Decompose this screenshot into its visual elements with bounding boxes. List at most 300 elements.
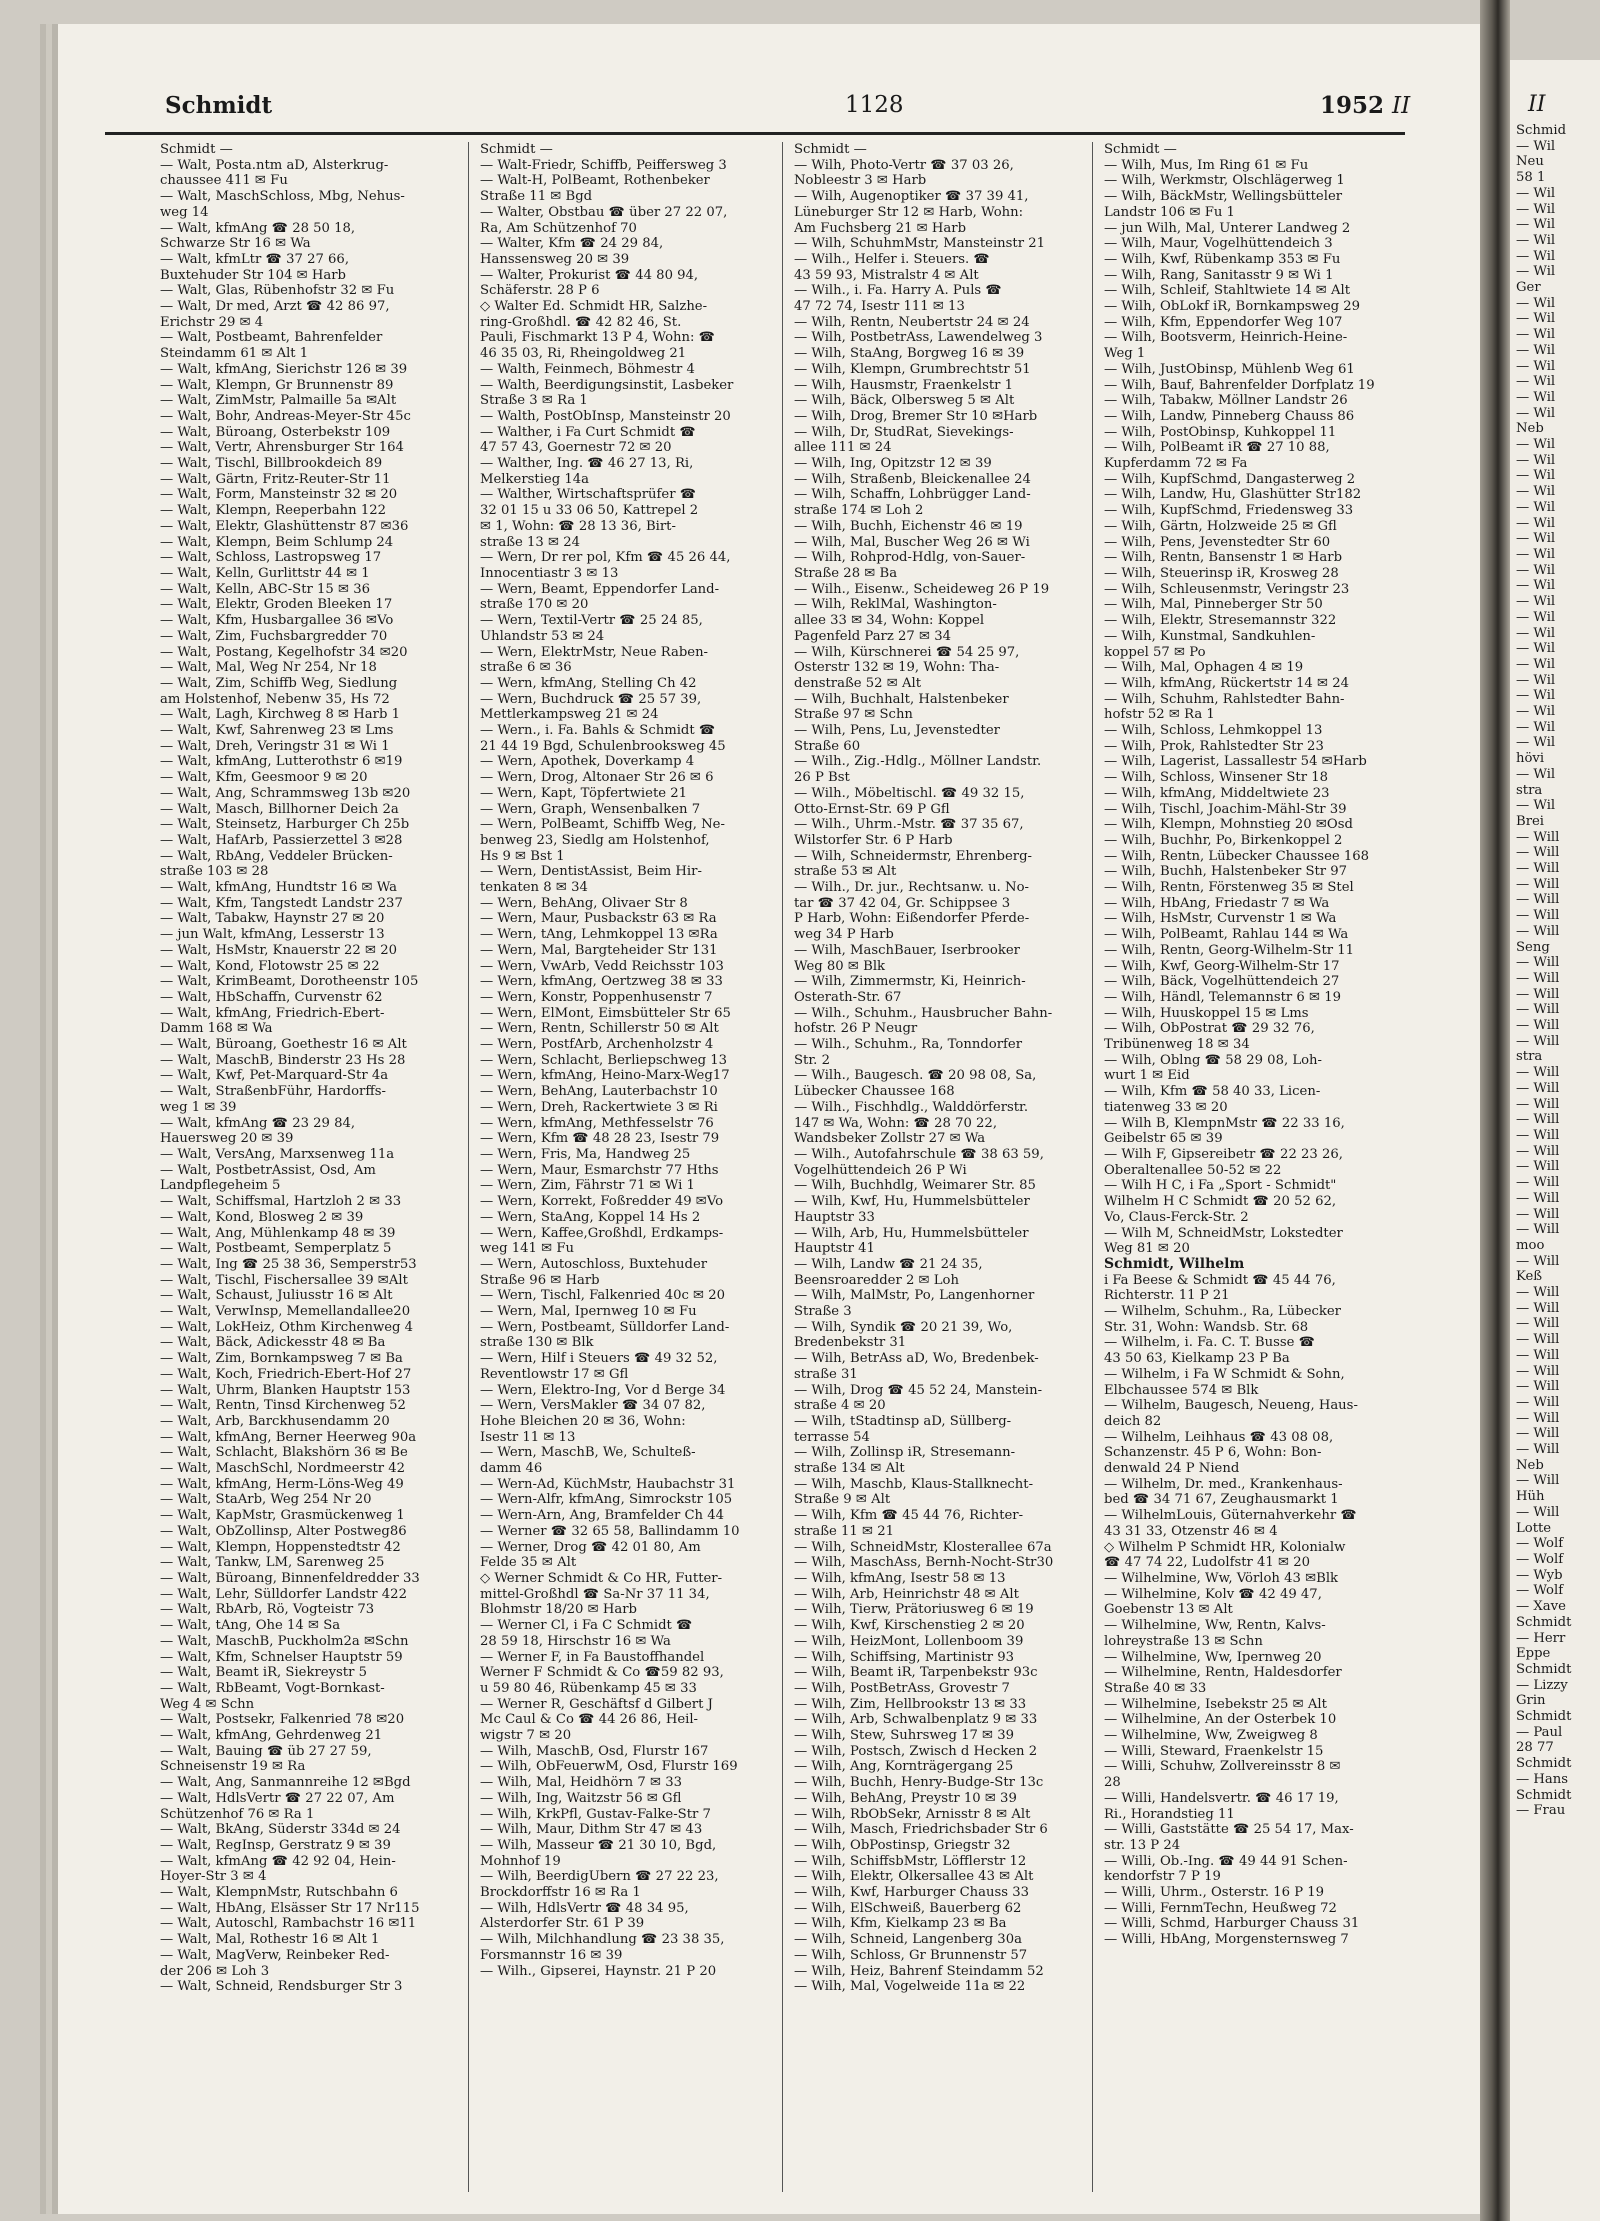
directory-entry-line: — Wilh, Mus, Im Ring 61 ✉ Fu (1104, 157, 1309, 173)
directory-entry-line: — Wilh, Ing, Opitzstr 12 ✉ 39 (794, 456, 992, 472)
directory-entry-line: — Wilh, Masseur ☎ 21 30 10, Bgd, (480, 1837, 717, 1853)
directory-entry-line: — Walt, Klempn, Gr Brunnenstr 89 (160, 377, 394, 393)
next-page-line: — Wil (1516, 311, 1556, 327)
next-page-line: — Wil (1516, 609, 1556, 625)
directory-entry-line: — Wern, Drog, Altonaer Str 26 ✉ 6 (480, 770, 714, 786)
directory-entry-line: Straße 3 ✉ Ra 1 (480, 393, 588, 409)
next-page-line: — Wil (1516, 594, 1556, 610)
directory-entry-line: — Wilh, Tischl, Joachim-Mähl-Str 39 (1104, 801, 1347, 817)
directory-entry-line: — Wern, Apothek, Doverkamp 4 (480, 754, 695, 770)
directory-entry-line: kendorfstr 7 P 19 (1104, 1869, 1221, 1885)
directory-entry-line: — Wilh., Schuhm., Ra, Tonndorfer (794, 1037, 1023, 1053)
directory-entry-line: wurt 1 ✉ Eid (1104, 1068, 1190, 1084)
directory-entry-line: — Walt, Kond, Flotowstr 25 ✉ 22 (160, 958, 380, 974)
directory-entry-line: — Wilh, Elektr, Olkersallee 43 ✉ Alt (794, 1869, 1034, 1885)
next-page-line: — Wyb (1516, 1567, 1563, 1583)
directory-entry-line: — Wern, StaAng, Koppel 14 Hs 2 (480, 1209, 701, 1225)
directory-entry-line: — Walt, Bauing ☎ üb 27 27 59, (160, 1743, 372, 1759)
next-page-line: Eppe (1516, 1646, 1551, 1662)
directory-entry-line: — Wilh, Rentn, Georg-Wilhelm-Str 11 (1104, 942, 1355, 958)
directory-entry-line: — Walt, Postang, Kegelhofstr 34 ✉20 (160, 644, 408, 660)
directory-entry-line: Geibelstr 65 ✉ 39 (1104, 1131, 1223, 1147)
directory-entry-line: — Walt, Schiffsmal, Hartzloh 2 ✉ 33 (160, 1194, 402, 1210)
directory-entry-line: — Wilhelmine, An der Osterbek 10 (1104, 1712, 1337, 1728)
column-4 (1104, 142, 1400, 2192)
directory-entry-line: — Wilh, ObPostinsp, Griegstr 32 (794, 1837, 1011, 1853)
directory-entry-line: — Walt, kfmAng, Friedrich-Ebert- (160, 1005, 385, 1021)
directory-entry-line: — Walt-H, PolBeamt, Rothenbeker (480, 173, 710, 189)
directory-entry-line: — Wilh., Gipserei, Haynstr. 21 P 20 (480, 1963, 717, 1979)
directory-entry-line: 43 59 93, Mistralstr 4 ✉ Alt (794, 267, 979, 283)
directory-entry-line: — Walt, MaschSchloss, Mbg, Nehus- (160, 189, 405, 205)
next-page-line: — Will (1516, 1096, 1560, 1112)
directory-entry-line: straße 13 ✉ 24 (480, 534, 581, 550)
next-page-line: — Wil (1516, 546, 1556, 562)
directory-entry-line: — Wern, Elektro-Ing, Vor d Berge 34 (480, 1382, 726, 1398)
directory-entry-line: — Walter, Obstbau ☎ über 27 22 07, (480, 204, 728, 220)
directory-entry-line: — Walt, Beamt iR, Siekreystr 5 (160, 1665, 367, 1681)
next-page-line: — Will (1516, 1018, 1560, 1034)
directory-entry-line: — Wilh, Landw, Hu, Glashütter Str182 (1104, 487, 1362, 503)
next-page-line: — Will (1516, 1065, 1560, 1081)
directory-entry-line: — Walt, Dreh, Veringstr 31 ✉ Wi 1 (160, 738, 390, 754)
directory-entry-line: — Wern-Arn, Ang, Bramfelder Ch 44 (480, 1508, 725, 1524)
directory-entry-line: — Wilh, Händl, Telemannstr 6 ✉ 19 (1104, 989, 1342, 1005)
directory-entry-line: — Walt, Elektr, Glashüttenstr 87 ✉36 (160, 518, 409, 534)
directory-entry-line: — Wilhelmine, Ww, Ipernweg 20 (1104, 1649, 1322, 1665)
directory-entry-line: — Walth, Feinmech, Böhmestr 4 (480, 361, 695, 377)
directory-entry-line: — Wilhelm, Baugesch, Neueng, Haus- (1104, 1398, 1358, 1414)
column-divider (1092, 142, 1093, 2192)
directory-entry-line: — Walt, kfmAng ☎ 42 92 04, Hein- (160, 1853, 396, 1869)
directory-entry-line: Lüneburger Str 12 ✉ Harb, Wohn: (794, 204, 1024, 220)
directory-entry-line: — Wilh, Arb, Schwalbenplatz 9 ✉ 33 (794, 1712, 1038, 1728)
directory-entry-line: — Wilh, Huuskoppel 15 ✉ Lms (1104, 1005, 1309, 1021)
directory-entry-line: hofstr 52 ✉ Ra 1 (1104, 707, 1215, 723)
directory-entry-line: — Wilh, ObLokf iR, Bornkampsweg 29 (1104, 299, 1361, 315)
directory-entry-line: Weg 1 (1104, 346, 1146, 362)
directory-entry-line: Pagenfeld Parz 27 ✉ 34 (794, 628, 951, 644)
directory-entry-line: — Wilh, Bauf, Bahrenfelder Dorfplatz 19 (1104, 377, 1375, 393)
directory-entry-line: — Walt, VerwInsp, Memellandallee20 (160, 1304, 411, 1320)
directory-entry-line: — Wilh, Kwf, Rübenkamp 353 ✉ Fu (1104, 251, 1341, 267)
directory-entry-line: — Wilh, Rohprod-Hdlg, von-Sauer- (794, 550, 1026, 566)
next-page-line: — Wil (1516, 562, 1556, 578)
directory-entry-line: ◇ Wilhelm P Schmidt HR, Kolonialw (1104, 1539, 1346, 1555)
next-page-line: — Wil (1516, 342, 1556, 358)
directory-entry-line: — Wern, Fris, Ma, Handweg 25 (480, 1147, 691, 1162)
directory-entry-line: — Wern, ElektrMstr, Neue Raben- (480, 644, 709, 660)
directory-entry-line: — Walt, ZimMstr, Palmaille 5a ✉Alt (160, 393, 397, 409)
next-page-line: — Hans (1516, 1771, 1569, 1787)
directory-entry-line: — Wern, Kapt, Töpfertwiete 21 (480, 785, 688, 801)
next-page-line: — Will (1516, 1504, 1560, 1520)
directory-entry-line: Straße 40 ✉ 33 (1104, 1680, 1207, 1696)
directory-entry-line: — Walt, Ang, Sanmannreihe 12 ✉Bgd (160, 1775, 411, 1791)
directory-entry-line: — Wilh, Augenoptiker ☎ 37 39 41, (794, 189, 1029, 205)
directory-entry-line: — Wilh, Elektr, Stresemannstr 322 (1104, 613, 1337, 629)
directory-entry-line: — Walt, StraßenbFühr, Hardorffs- (160, 1084, 386, 1100)
directory-entry-line: Ra, Am Schützenhof 70 (480, 220, 637, 236)
column-2 (480, 142, 776, 2192)
next-page-line: Schmid (1516, 123, 1567, 138)
directory-entry-line: — Wern, Zim, Fährstr 71 ✉ Wi 1 (480, 1178, 695, 1194)
next-page-line: — Wolf (1516, 1551, 1564, 1567)
directory-entry-line: — Wilh, Schleusenmstr, Veringstr 23 (1104, 581, 1350, 597)
directory-entry-line: — Willi, Handelsvertr. ☎ 46 17 19, (1104, 1790, 1339, 1806)
next-page-line: — Will (1516, 1379, 1560, 1395)
directory-entry-line: — Wilh., Zig.-Hdlg., Möllner Landstr. (794, 754, 1042, 770)
next-page-line: — Will (1516, 829, 1560, 845)
directory-entry-line: — Wern, MaschB, We, Schulteß- (480, 1445, 696, 1461)
directory-entry-line: P Harb, Wohn: Eißendorfer Pferde- (794, 911, 1030, 927)
next-page-line: — Will (1516, 1190, 1560, 1206)
directory-entry-line: — Walt, kfmAng, Hundtstr 16 ✉ Wa (160, 880, 398, 896)
directory-entry-line: — Walt, RbBeamt, Vogt-Bornkast- (160, 1680, 385, 1696)
directory-entry-line: Weg 81 ✉ 20 (1104, 1241, 1190, 1257)
column-divider (782, 142, 783, 2192)
directory-entry-line: — Walt, Schloss, Lastropsweg 17 (160, 550, 382, 566)
directory-entry-line: — Wilh, Schiffsing, Martinistr 93 (794, 1649, 1015, 1665)
directory-entry-line: — Wilh, tStadtinsp aD, Süllberg- (794, 1413, 1012, 1429)
next-page-line: — Wil (1516, 719, 1556, 735)
directory-entry-line: — Wilh, MaschBauer, Iserbrooker (794, 942, 1020, 958)
directory-entry-line: Straße 28 ✉ Ba (794, 565, 898, 581)
directory-entry-line: allee 33 ✉ 34, Wohn: Koppel (794, 613, 985, 629)
directory-entry-line: straße 11 ✉ 21 (794, 1523, 895, 1539)
next-page-line: — Will (1516, 1033, 1560, 1049)
header-page-number: 1128 (845, 92, 904, 118)
directory-entry-line: damm 46 (480, 1461, 543, 1477)
directory-entry-line: Schäferstr. 28 P 6 (480, 283, 600, 299)
directory-entry-line: — Wilh, Drog ☎ 45 52 24, Manstein- (794, 1382, 1043, 1398)
directory-entry-line: — Walther, Wirtschaftsprüfer ☎ (480, 487, 697, 503)
book-gutter (1480, 0, 1510, 2221)
directory-entry-line: Vogelhüttendeich 26 P Wi (794, 1162, 967, 1178)
directory-entry-line: Wilstorfer Str. 6 P Harb (794, 832, 953, 848)
directory-entry-line: — Wilh, kfmAng, Middeltwiete 23 (1104, 785, 1330, 801)
next-page-line: — Will (1516, 1002, 1560, 1018)
directory-entry-line: Straße 11 ✉ Bgd (480, 189, 593, 205)
directory-entry-line: Uhlandstr 53 ✉ 24 (480, 628, 605, 644)
header-volume: II (1392, 93, 1411, 119)
directory-entry-line: 46 35 03, Ri, Rheingoldweg 21 (480, 346, 687, 362)
next-page-line: Lotte (1516, 1520, 1552, 1536)
next-page-line: — Will (1516, 1347, 1560, 1363)
directory-entry-line: — Walt, MagVerw, Reinbeker Red- (160, 1947, 390, 1963)
directory-entry-line: Kupferdamm 72 ✉ Fa (1104, 456, 1248, 472)
directory-entry-line: Nobleestr 3 ✉ Harb (794, 173, 927, 189)
directory-entry-line: — Walt, RegInsp, Gerstratz 9 ✉ 39 (160, 1837, 391, 1853)
directory-entry-line: — Walter, Prokurist ☎ 44 80 94, (480, 267, 699, 283)
next-page-line: — Herr (1516, 1630, 1566, 1646)
column-1 (160, 142, 456, 2192)
directory-entry-line: — Werner, Drog ☎ 42 01 80, Am (480, 1539, 701, 1555)
next-page-line: Keß (1516, 1269, 1543, 1285)
directory-entry-line: — Walt, kfmAng ☎ 28 50 18, (160, 220, 356, 236)
directory-entry-line: — Walt, HdlsVertr ☎ 27 22 07, Am (160, 1790, 395, 1806)
directory-entry-line: — Walt, RbAng, Veddeler Brücken- (160, 848, 393, 864)
directory-entry-line: — Wilh, Werkmstr, Olschlägerweg 1 (1104, 173, 1345, 189)
directory-entry-line: straße 170 ✉ 20 (480, 597, 589, 613)
directory-entry-line: — Walt, kfmAng, Lutterothstr 6 ✉19 (160, 754, 403, 770)
directory-entry-line: — Wilh, kfmAng, Isestr 58 ✉ 13 (794, 1570, 1006, 1586)
next-page-line: — Wil (1516, 468, 1556, 484)
directory-entry-line: — Wilh, Dr, StudRat, Sievekings- (794, 424, 1014, 440)
directory-entry-line: Richterstr. 11 P 21 (1104, 1288, 1230, 1304)
next-page-line: — Will (1516, 1285, 1560, 1301)
directory-entry-line: Hauersweg 20 ✉ 39 (160, 1131, 294, 1147)
directory-entry-line: — Walt, Lehr, Sülldorfer Landstr 422 (160, 1586, 407, 1602)
directory-entry-line: — Wilh, Stew, Suhrsweg 17 ✉ 39 (794, 1728, 1015, 1744)
directory-entry-line: — Wilh, Photo-Vertr ☎ 37 03 26, (794, 157, 1014, 173)
directory-entry-line: Schmidt — (480, 142, 553, 157)
directory-entry-line: Hauptstr 41 (794, 1241, 875, 1257)
directory-entry-line: deich 82 (1104, 1413, 1162, 1429)
directory-entry-line: — Wilh, Kwf, Georg-Wilhelm-Str 17 (1104, 958, 1340, 974)
directory-entry-line: — Wern, Graph, Wensenbalken 7 (480, 801, 701, 817)
directory-entry-line: — Walt, Klempn, Reeperbahn 122 (160, 503, 386, 519)
directory-entry-line: — Wilh, Rentn, Förstenweg 35 ✉ Stel (1104, 880, 1354, 896)
directory-entry-line: — Wern, BehAng, Lauterbachstr 10 (480, 1084, 718, 1100)
directory-entry-line: Melkerstieg 14a (480, 471, 589, 487)
directory-entry-line: — Walt-Friedr, Schiffb, Peiffersweg 3 (480, 157, 727, 173)
directory-entry-line: — Walt, Büroang, Binnenfeldredder 33 (160, 1570, 420, 1586)
next-page-line: — Wil (1516, 217, 1556, 233)
directory-entry-line: — Wern, kfmAng, Heino-Marx-Weg17 (480, 1068, 730, 1084)
directory-entry-line: — Wilh, HdlsVertr ☎ 48 34 95, (480, 1900, 689, 1916)
directory-entry-line: — Walt, HbAng, Elsässer Str 17 Nr115 (160, 1900, 420, 1916)
directory-entry-line: Reventlowstr 17 ✉ Gfl (480, 1366, 629, 1382)
column-3 (794, 142, 1090, 2192)
directory-entry-line: straße 4 ✉ 20 (794, 1398, 886, 1414)
directory-entry-line: — Wilh, SchuhmMstr, Mansteinstr 21 (794, 236, 1046, 252)
directory-entry-line: — Wilh, Buchhalt, Halstenbeker (794, 691, 1009, 707)
directory-entry-line: — Wilh, HbAng, Friedastr 7 ✉ Wa (1104, 895, 1330, 911)
directory-entry-line: Schanzenstr. 45 P 6, Wohn: Bon- (1104, 1445, 1322, 1461)
directory-entry-line: — Walt, KrimBeamt, Dorotheenstr 105 (160, 974, 419, 990)
next-page-line: — Wil (1516, 327, 1556, 343)
directory-entry-line: — Wern., i. Fa. Bahls & Schmidt ☎ (480, 723, 716, 739)
next-page-line: Grin (1516, 1693, 1546, 1709)
directory-entry-line: — Wilh, Rentn, Bansenstr 1 ✉ Harb (1104, 550, 1343, 566)
directory-entry-line: — Wilhelmine, Isebekstr 25 ✉ Alt (1104, 1696, 1327, 1712)
directory-entry-line: — Willi, Gaststätte ☎ 25 54 17, Max- (1104, 1822, 1354, 1838)
directory-entry-line: allee 111 ✉ 24 (794, 440, 892, 456)
next-page-line: 28 77 (1516, 1740, 1554, 1756)
directory-entry-line: Oberaltenallee 50-52 ✉ 22 (1104, 1162, 1282, 1178)
directory-entry-line: ✉ 1, Wohn: ☎ 28 13 36, Birt- (480, 518, 676, 534)
next-page-line: — Will (1516, 1175, 1560, 1191)
directory-entry-line: — Wilh, Schloss, Winsener Str 18 (1104, 770, 1329, 786)
directory-entry-line: — Walther, i Fa Curt Schmidt ☎ (480, 424, 696, 440)
header-surname: Schmidt (165, 92, 273, 119)
directory-entry-line: 43 31 33, Otzenstr 46 ✉ 4 (1104, 1523, 1278, 1539)
directory-entry-line: — Wern, Maur, Esmarchstr 77 Hths (480, 1162, 719, 1178)
directory-entry-line: — Wilh, Klempn, Grumbrechtstr 51 (794, 361, 1031, 377)
directory-entry-line: 32 01 15 u 33 06 50, Kattrepel 2 (480, 503, 699, 519)
directory-entry-line: — Wilh, PolBeamt iR ☎ 27 10 88, (1104, 440, 1330, 456)
directory-entry-line: — Wilhelm, Leihhaus ☎ 43 08 08, (1104, 1429, 1334, 1445)
directory-entry-line: 26 P Bst (794, 770, 850, 786)
directory-entry-line: — Walt, Büroang, Goethestr 16 ✉ Alt (160, 1037, 407, 1053)
directory-entry-line: — Werner Cl, i Fa C Schmidt ☎ (480, 1618, 693, 1634)
directory-entry-line: — Wilh, Kwf, Hu, Hummelsbütteler (794, 1194, 1030, 1210)
next-page-line: — Will (1516, 1080, 1560, 1096)
directory-entry-line: — Wilh, Landw, Pinneberg Chauss 86 (1104, 408, 1355, 424)
next-page-line: — Wil (1516, 578, 1556, 594)
directory-entry-line: — Wilh, Kürschnerei ☎ 54 25 97, (794, 644, 1020, 660)
next-page-line: — Will (1516, 1442, 1560, 1458)
directory-entry-line: — Walt, Arb, Barckhusendamm 20 (160, 1413, 390, 1429)
directory-entry-line: — Wilh, Masch, Friedrichsbader Str 6 (794, 1822, 1048, 1838)
directory-entry-line: — Wilh, Buchh, Henry-Budge-Str 13c (794, 1775, 1044, 1791)
directory-entry-line: 28 (1104, 1775, 1121, 1791)
directory-entry-line: ☎ 47 74 22, Ludolfstr 41 ✉ 20 (1104, 1555, 1311, 1571)
directory-entry-line: — Wilh, Mal, Buscher Weg 26 ✉ Wi (794, 534, 1030, 550)
directory-entry-line: — Wilh M, SchneidMstr, Lokstedter (1104, 1225, 1343, 1241)
directory-entry-line: — Wilh, Maschb, Klaus-Stallknecht- (794, 1476, 1034, 1492)
directory-entry-line: Hohe Bleichen 20 ✉ 36, Wohn: (480, 1413, 686, 1429)
directory-entry-line: Isestr 11 ✉ 13 (480, 1429, 576, 1445)
next-page-line: — Wil (1516, 201, 1556, 217)
directory-entry-line: — Walt, MaschB, Binderstr 23 Hs 28 (160, 1052, 406, 1068)
directory-entry-line: Elbchaussee 574 ✉ Blk (1104, 1382, 1259, 1398)
next-page-line: — Wolf (1516, 1536, 1564, 1552)
directory-entry-line: i Fa Beese & Schmidt ☎ 45 44 76, (1104, 1272, 1336, 1288)
directory-entry-line: 28 59 18, Hirschstr 16 ✉ Wa (480, 1633, 671, 1649)
directory-entry-line: — Walter, Kfm ☎ 24 29 84, (480, 236, 664, 252)
directory-entry-line: — Wern, Postbeamt, Sülldorfer Land- (480, 1319, 730, 1335)
directory-entry-line: — Wilh, Schuhm, Rahlstedter Bahn- (1104, 691, 1345, 707)
directory-entry-line: terrasse 54 (794, 1429, 870, 1445)
next-page-line: — Will (1516, 1410, 1560, 1426)
directory-entry-line: — Walt, HafArb, Passierzettel 3 ✉28 (160, 832, 403, 848)
directory-entry-line: — Walt, Kelln, ABC-Str 15 ✉ 36 (160, 581, 370, 597)
next-page-line: Seng (1516, 939, 1550, 955)
directory-entry-line: Straße 3 (794, 1304, 852, 1320)
directory-entry-line: — Wilh, Mal, Vogelweide 11a ✉ 22 (794, 1979, 1026, 1995)
directory-entry-line: tenkaten 8 ✉ 34 (480, 880, 588, 896)
directory-entry-line: Am Fuchsberg 21 ✉ Harb (794, 220, 967, 236)
directory-entry-line: — Wilh, Steuerinsp iR, Krosweg 28 (1104, 565, 1339, 581)
directory-entry-line: — Walt, Steinsetz, Harburger Ch 25b (160, 817, 410, 833)
next-page-line: — Will (1516, 1253, 1560, 1269)
directory-entry-line: — Wilh, Beamt iR, Tarpenbekstr 93c (794, 1665, 1038, 1681)
directory-entry-line: straße 130 ✉ Blk (480, 1335, 594, 1351)
next-page-line: — Will (1516, 1112, 1560, 1128)
next-page-line: — Will (1516, 1159, 1560, 1175)
directory-entry-line: — Wilh, StaAng, Borgweg 16 ✉ 39 (794, 346, 1025, 362)
directory-entry-line: — Willi, Ob.-Ing. ☎ 49 44 91 Schen- (1104, 1853, 1348, 1869)
directory-entry-line: Mc Caul & Co ☎ 44 26 86, Heil- (480, 1712, 699, 1728)
directory-entry-line: — Walt, Ang, Mühlenkamp 48 ✉ 39 (160, 1225, 396, 1241)
next-page-line: — Will (1516, 986, 1560, 1002)
directory-entry-line: — Wern, VwArb, Vedd Reichsstr 103 (480, 958, 724, 974)
directory-entry-line: — Willi, FernmTechn, Heußweg 72 (1104, 1900, 1337, 1916)
directory-entry-line: Tribünenweg 18 ✉ 34 (1104, 1037, 1250, 1053)
next-page-line: — Will (1516, 845, 1560, 861)
directory-entry-line: — Wilh, Maur, Vogelhüttendeich 3 (1104, 236, 1333, 252)
next-page-line: Schmidt (1516, 1614, 1572, 1630)
next-page-edge (1510, 60, 1600, 2221)
directory-entry-line: Schneisenstr 19 ✉ Ra (160, 1759, 306, 1775)
next-page-line: — Will (1516, 892, 1560, 908)
directory-entry-line: denwald 24 P Niend (1104, 1461, 1240, 1477)
next-page-line: — Wil (1516, 531, 1556, 547)
directory-entry-line: — Wern, Autoschloss, Buxtehuder (480, 1256, 708, 1272)
next-page-line: — Will (1516, 1143, 1560, 1159)
directory-entry-line: straße 6 ✉ 36 (480, 660, 572, 676)
directory-entry-line: — Wilh, Buchh, Halstenbeker Str 97 (1104, 864, 1348, 880)
directory-entry-line: — Wern, Tischl, Falkenried 40c ✉ 20 (480, 1288, 726, 1304)
next-page-line: — Wil (1516, 295, 1556, 311)
next-page-line: stra (1516, 1049, 1543, 1065)
directory-entry-line: ring-Großhdl. ☎ 42 82 46, St. (480, 314, 682, 330)
header-year (1320, 92, 1410, 119)
directory-entry-line: Buxtehuder Str 104 ✉ Harb (160, 267, 346, 283)
directory-entry-line: — Walt, Mal, Rothestr 16 ✉ Alt 1 (160, 1932, 380, 1948)
directory-entry-line: — Walt, LokHeiz, Othm Kirchenweg 4 (160, 1319, 414, 1335)
directory-entry-line: — Walt, StaArb, Weg 254 Nr 20 (160, 1492, 372, 1508)
directory-entry-line: Mohnhof 19 (480, 1853, 561, 1869)
directory-entry-line: — Walt, Klempn, Hoppenstedtstr 42 (160, 1539, 401, 1555)
directory-entry-line: — Wilh, SchiffsbMstr, Löfflerstr 12 (794, 1853, 1027, 1869)
next-page-header: II (1528, 92, 1546, 117)
next-page-line: — Will (1516, 1128, 1560, 1143)
next-page-line: hövi (1516, 751, 1545, 767)
directory-entry-line: — Wilh, MalMstr, Po, Langenhorner (794, 1288, 1035, 1304)
directory-entry-line: — Walt, Lagh, Kirchweg 8 ✉ Harb 1 (160, 707, 400, 723)
directory-entry-line: — jun Walt, kfmAng, Lesserstr 13 (160, 927, 385, 943)
directory-entry-line: Schützenhof 76 ✉ Ra 1 (160, 1806, 315, 1822)
directory-entry-line: — Wilh., Baugesch. ☎ 20 98 08, Sa, (794, 1068, 1037, 1084)
next-page-line: stra (1516, 782, 1543, 798)
next-page-line: moo (1516, 1237, 1545, 1253)
directory-entry-line: — Wern, Rentn, Schillerstr 50 ✉ Alt (480, 1021, 719, 1037)
directory-entry-line: — Wilh, Prok, Rahlstedter Str 23 (1104, 738, 1324, 754)
directory-entry-line: — Wern, Mal, Ipernweg 10 ✉ Fu (480, 1304, 697, 1320)
directory-entry-line: — Wilh H C, i Fa „Sport - Schmidt" (1104, 1178, 1337, 1194)
directory-entry-line: — Wern, Beamt, Eppendorfer Land- (480, 581, 720, 597)
directory-entry-line: — Wilhelm, i Fa W Schmidt & Sohn, (1104, 1366, 1345, 1382)
directory-entry-line: — Walt, Masch, Billhorner Deich 2a (160, 801, 399, 817)
directory-entry-line: — Wern, Konstr, Poppenhusenstr 7 (480, 989, 713, 1005)
directory-entry-line: — Wilh, Maur, Dithm Str 47 ✉ 43 (480, 1822, 703, 1838)
directory-entry-line: — Wern, Korrekt, Foßredder 49 ✉Vo (480, 1194, 724, 1210)
directory-entry-line: — Walt, Tankw, LM, Sarenweg 25 (160, 1555, 385, 1571)
directory-entry-line: — Wern, kfmAng, Methfesselstr 76 (480, 1115, 714, 1131)
directory-entry-line: Straße 96 ✉ Harb (480, 1272, 600, 1288)
directory-entry-line: — Walt, Klempn, Beim Schlump 24 (160, 534, 394, 550)
directory-entry-line: der 206 ✉ Loh 3 (160, 1963, 270, 1979)
directory-entry-line: 47 72 74, Isestr 111 ✉ 13 (794, 299, 965, 315)
directory-entry-line: — Wilh, Tierw, Prätoriusweg 6 ✉ 19 (794, 1602, 1034, 1618)
directory-entry-line: — Wilh, Kwf, Harburger Chauss 33 (794, 1885, 1030, 1901)
next-page-line: Schmidt (1516, 1787, 1572, 1803)
directory-entry-line: 43 50 63, Kielkamp 23 P Ba (1104, 1351, 1290, 1367)
next-page-line: — Will (1516, 908, 1560, 924)
directory-entry-line: — Walt, KapMstr, Grasmückenweg 1 (160, 1508, 405, 1524)
directory-entry-line: chaussee 411 ✉ Fu (160, 173, 288, 189)
directory-entry-line: tar ☎ 37 42 04, Gr. Schippsee 3 (794, 895, 1011, 911)
directory-entry-line: — Wilh, PolBeamt, Rahlau 144 ✉ Wa (1104, 927, 1349, 943)
directory-entry-line: — Wilh, Postsch, Zwisch d Hecken 2 (794, 1743, 1038, 1759)
directory-entry-line: 21 44 19 Bgd, Schulenbrooksweg 45 (480, 738, 726, 754)
directory-entry-line: — Wilh, BeerdigÜbern ☎ 27 22 23, (480, 1869, 719, 1885)
directory-entry-line: — Walt, Koch, Friedrich-Ebert-Hof 27 (160, 1366, 412, 1382)
directory-entry-line: Straße 97 ✉ Schn (794, 707, 913, 723)
